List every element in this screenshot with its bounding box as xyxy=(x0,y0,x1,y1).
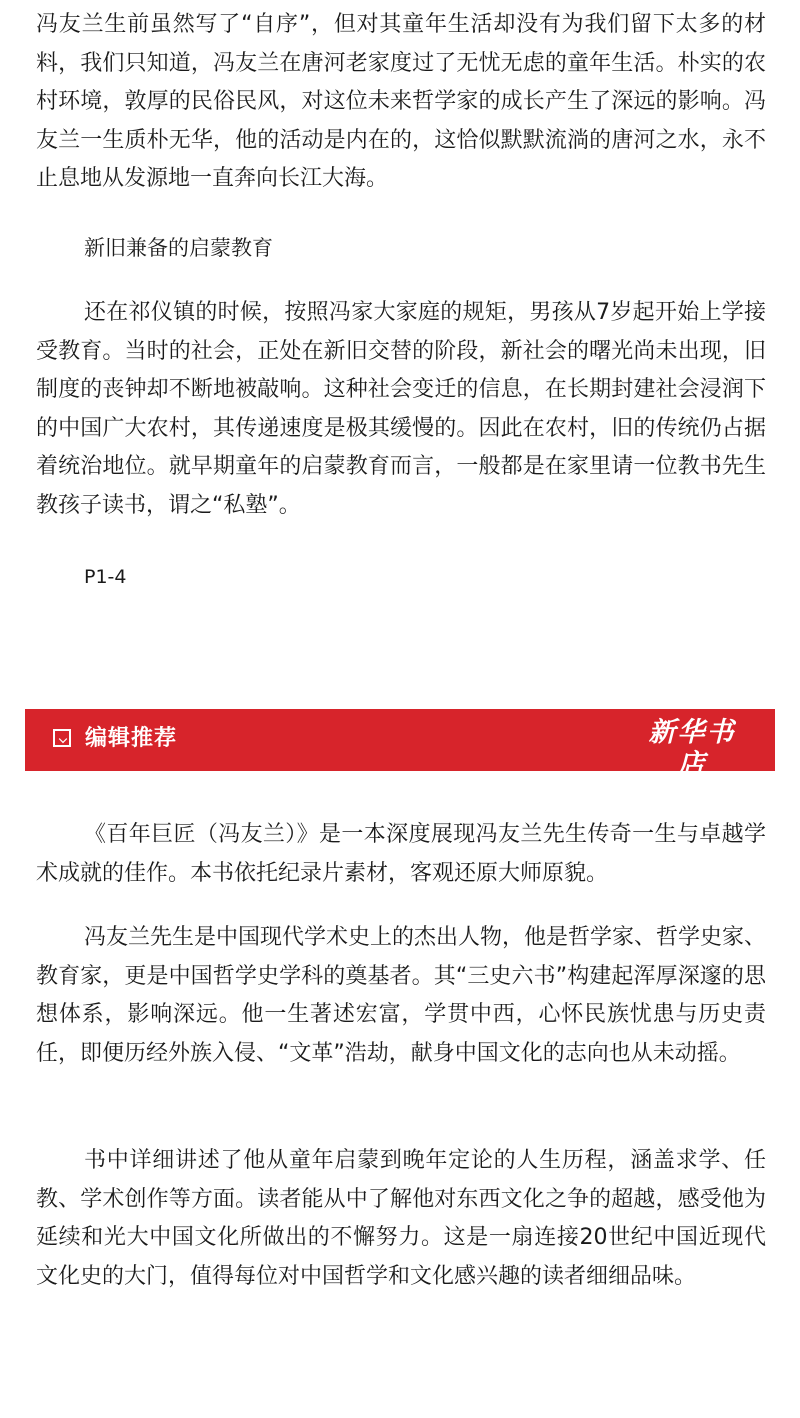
section-heading: 新旧兼备的启蒙教育 xyxy=(84,236,273,260)
logo-chinese-text: 新华书店 xyxy=(648,717,736,780)
article-excerpt xyxy=(36,6,766,199)
excerpt-body xyxy=(36,294,766,526)
recommendation-paragraph-biography: 冯友兰先生是中国现代学术史上的杰出人物，他是哲学家、哲学史家、教育家，更是中国哲学史学科的奠基者。其“三史六书”构建起浑厚深邃的思想体系，影响深远。他一生著述宏富，学贯中西，心怀民族忧患与历史责任，即便历经外族入侵、“文革”浩劫，献身中国文化的志向也从未动摇。 xyxy=(36,925,767,1066)
excerpt-heading-wrap xyxy=(36,233,766,263)
logo-english-text: XINHUA BOOKSTORE xyxy=(647,782,737,790)
recommendation-paragraph-intro: 《百年巨匠（冯友兰）》是一本深度展现冯友兰先生传奇一生与卓越学术成就的佳作。本书依托纪录片素材，客观还原大师原貌。 xyxy=(36,822,766,886)
recommendation-body xyxy=(36,816,766,893)
banner-title: 编辑推荐 xyxy=(85,726,178,751)
excerpt-paragraph-childhood: 冯友兰生前虽然写了“自序”，但对其童年生活却没有为我们留下太多的材料，我们只知道，冯友兰在唐河老家度过了无忧无虑的童年生活。朴实的农村环境，敦厚的民俗民风，对这位未来哲学家的成长产生了深远的影响。冯友兰一生质朴无华，他的活动是内在的，这恰似默默流淌的唐河之水，永不止息地从发源地一直奔向长江大海。 xyxy=(36,12,766,192)
excerpt-paragraph-education: 还在祁仪镇的时候，按照冯家大家庭的规矩，男孩从7岁起开始上学接受教育。当时的社会，正处在新旧交替的阶段，新社会的曙光尚未出现，旧制度的丧钟却不断地被敲响。这种社会变迁的信息，在长期封建社会浸润下的中国广大农村，其传递速度是极其缓慢的。因此在农村，旧的传统仍占据着统治地位。就早期童年的启蒙教育而言，一般都是在家里请一位教书先生教孩子读书，谓之“私塾”。 xyxy=(36,300,766,518)
recommendation-body-2 xyxy=(36,919,766,1073)
book-icon xyxy=(53,729,71,747)
page-reference-wrap xyxy=(36,563,766,591)
xinhua-bookstore-logo xyxy=(637,717,747,791)
recommendation-paragraph-content: 书中详细讲述了他从童年启蒙到晚年定论的人生历程，涵盖求学、任教、学术创作等方面。读者能从中了解他对东西文化之争的超越，感受他为延续和光大中国文化所做出的不懈努力。这是一扇连接20世纪中国近现代文化史的大门，值得每位对中国哲学和文化感兴趣的读者细细品味。 xyxy=(36,1148,766,1289)
recommendation-body-3 xyxy=(36,1142,766,1296)
page-reference: P1-4 xyxy=(84,566,127,588)
editor-recommendation-banner xyxy=(25,709,775,790)
